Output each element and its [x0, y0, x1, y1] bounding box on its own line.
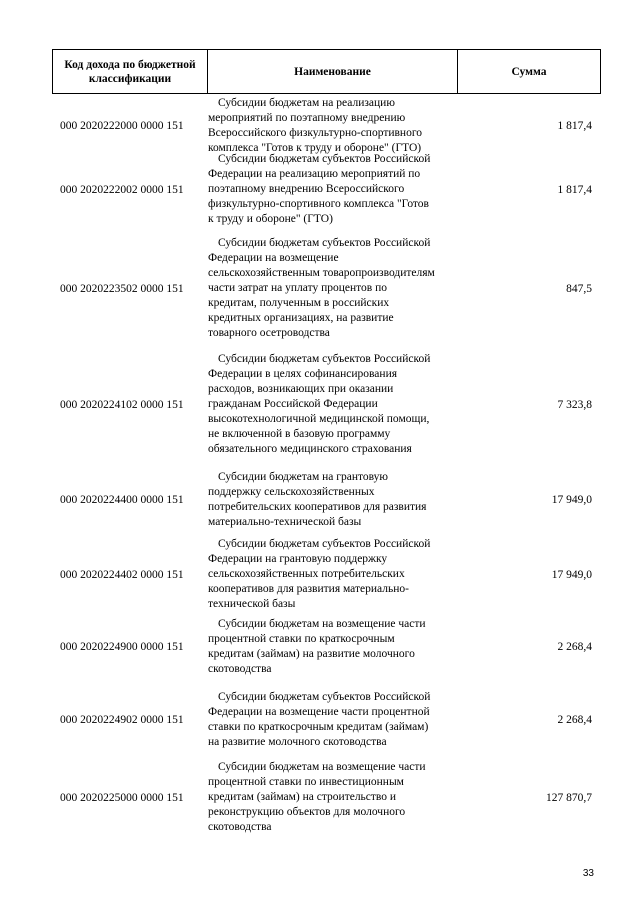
- item-name-line: поддержку сельскохозяйственных: [208, 486, 375, 498]
- item-name-line: потребительских кооперативов для развития: [208, 501, 427, 513]
- item-name-line: процентной ставки по краткосрочным: [208, 633, 395, 645]
- item-name-line: Субсидии бюджетам на грантовую: [218, 471, 389, 483]
- amount: 1 817,4: [557, 120, 592, 132]
- item-name-line: кредитам (займам) на развитие молочного: [208, 648, 415, 660]
- item-name-line: части затрат на уплату процентов по: [208, 282, 388, 294]
- amount: 17 949,0: [551, 494, 592, 506]
- item-name-line: технической базы: [208, 598, 296, 610]
- page-number: 33: [582, 868, 594, 879]
- item-name-line: расходов, возникающих при оказании: [208, 383, 394, 395]
- item-name: [208, 617, 458, 677]
- item-name: [208, 537, 458, 612]
- item-name-line: Субсидии бюджетам субъектов Российской: [218, 691, 431, 703]
- item-name-line: гражданам Российской Федерации: [208, 398, 378, 410]
- table-header: [52, 49, 601, 94]
- item-name-line: не включенной в базовую программу: [208, 428, 391, 440]
- income-code: 000 2020224902 0000 151: [60, 714, 184, 726]
- item-name-line: кредитных организациях, на развитие: [208, 312, 394, 324]
- item-name-line: Субсидии бюджетам на реализацию: [218, 97, 395, 109]
- amount: 847,5: [566, 283, 592, 295]
- income-code: 000 2020224900 0000 151: [60, 641, 184, 653]
- amount: 2 268,4: [557, 641, 592, 653]
- item-name-line: Субсидии бюджетам субъектов Российской: [218, 538, 431, 550]
- item-name-line: Федерации в целях софинансирования: [208, 368, 398, 380]
- item-name-line: на развитие молочного скотоводства: [208, 736, 387, 748]
- item-name-line: кредитам (займам) на строительство и: [208, 791, 397, 803]
- item-name-line: Федерации на реализацию мероприятий по: [208, 168, 421, 180]
- item-name-line: Субсидии бюджетам субъектов Российской: [218, 237, 431, 249]
- item-name-line: высокотехнологичной медицинской помощи,: [208, 413, 430, 425]
- item-name: [208, 352, 458, 457]
- item-name-line: ставки по краткосрочным кредитам (займам): [208, 721, 429, 733]
- item-name-line: товарного осетроводства: [208, 327, 330, 339]
- item-name: [208, 690, 458, 750]
- income-code: 000 2020224402 0000 151: [60, 569, 184, 581]
- amount: 1 817,4: [557, 184, 592, 196]
- item-name-line: поэтапному внедрению Всероссийского: [208, 183, 405, 195]
- income-code: 000 2020224102 0000 151: [60, 399, 184, 411]
- item-name-line: материально-технической базы: [208, 516, 362, 528]
- amount: 2 268,4: [557, 714, 592, 726]
- income-code: 000 2020223502 0000 151: [60, 283, 184, 295]
- income-code: 000 2020222000 0000 151: [60, 120, 184, 132]
- item-name: [208, 236, 458, 341]
- item-name: [208, 470, 458, 530]
- item-name-line: к труду и обороне" (ГТО): [208, 213, 333, 225]
- header-code-column: Код дохода по бюджетной классификации: [53, 50, 208, 93]
- item-name-line: Субсидии бюджетам субъектов Российской: [218, 153, 431, 165]
- income-code: 000 2020225000 0000 151: [60, 792, 184, 804]
- item-name-line: процентной ставки по инвестиционным: [208, 776, 404, 788]
- item-name-line: кооперативов для развития материально-: [208, 583, 409, 595]
- header-sum-column: Сумма: [511, 65, 547, 78]
- amount: 127 870,7: [546, 792, 592, 804]
- item-name-line: скотоводства: [208, 821, 272, 833]
- item-name: [208, 96, 458, 156]
- header-name-column: Наименование: [208, 50, 458, 93]
- item-name: [208, 152, 458, 227]
- item-name-line: сельскохозяйственным товаропроизводителям: [208, 267, 435, 279]
- item-name-line: Субсидии бюджетам на возмещение части: [218, 618, 426, 630]
- item-name-line: Федерации на возмещение части процентной: [208, 706, 430, 718]
- income-code: 000 2020224400 0000 151: [60, 494, 184, 506]
- item-name: [208, 760, 458, 835]
- item-name-line: физкультурно-спортивного комплекса "Готов: [208, 198, 429, 210]
- item-name-line: сельскохозяйственных потребительских: [208, 568, 405, 580]
- item-name-line: Федерации на грантовую поддержку: [208, 553, 388, 565]
- item-name-line: кредитам, полученным в российских: [208, 297, 390, 309]
- item-name-line: скотоводства: [208, 663, 272, 675]
- item-name-line: обязательного медицинского страхования: [208, 443, 412, 455]
- amount: 17 949,0: [551, 569, 592, 581]
- item-name-line: мероприятий по поэтапному внедрению: [208, 112, 406, 124]
- income-code: 000 2020222002 0000 151: [60, 184, 184, 196]
- item-name-line: Всероссийского физкультурно-спортивного: [208, 127, 423, 139]
- item-name-line: Субсидии бюджетам субъектов Российской: [218, 353, 431, 365]
- item-name-line: комплекса "Готов к труду и обороне" (ГТО): [208, 142, 422, 154]
- item-name-line: Федерации на возмещение: [208, 252, 339, 264]
- item-name-line: Субсидии бюджетам на возмещение части: [218, 761, 426, 773]
- item-name-line: реконструкцию объектов для молочного: [208, 806, 406, 818]
- amount: 7 323,8: [557, 399, 592, 411]
